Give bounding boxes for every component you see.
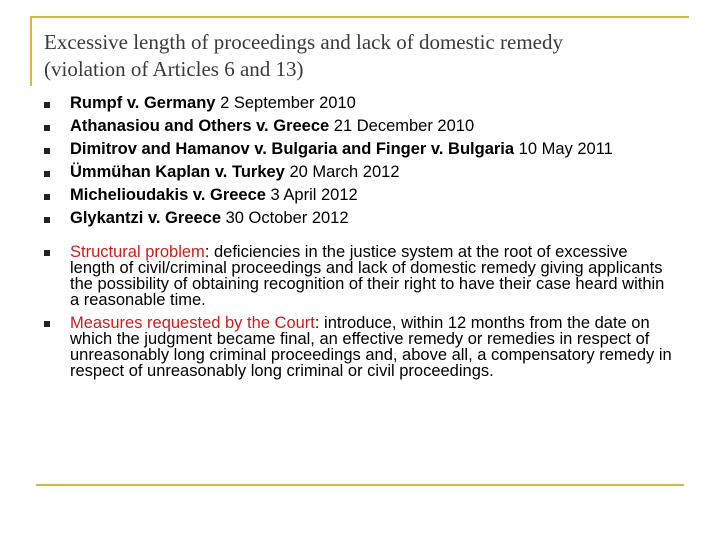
- case-name: Athanasiou and Others v. Greece: [70, 117, 330, 135]
- case-date: 30 October 2012: [221, 209, 349, 227]
- bullet-square-icon: [44, 125, 50, 131]
- note-item-measures-requested: [44, 315, 676, 379]
- title-line-1: Excessive length of proceedings and lack of domestic remedy: [44, 30, 563, 54]
- case-item: [44, 96, 676, 111]
- case-item: [44, 188, 676, 203]
- case-date: 2 September 2010: [215, 94, 356, 112]
- case-name: Rumpf v. Germany: [70, 94, 216, 112]
- case-item: [44, 142, 676, 157]
- case-name: Michelioudakis v. Greece: [70, 186, 266, 204]
- slide-title: [44, 29, 684, 83]
- bullet-square-icon: [44, 102, 50, 108]
- case-date: 21 December 2010: [329, 117, 475, 135]
- note-text: : introduce, within 12 months from the date on which the judgment became final, an effective remedy or remedies in respect of unreasonably long criminal proceedings and, above all, a compensatory remedy in respect of unreasonably long criminal or civil proceedings.: [70, 314, 672, 380]
- bullet-square-icon: [44, 217, 50, 223]
- case-name: Glykantzi v. Greece: [70, 209, 222, 227]
- note-text: : deficiencies in the justice system at the root of excessive length of civil/criminal proceedings and lack of domestic remedy giving applicants the possibility of obtaining recognition of their right to have their case heard within a reasonable time.: [70, 243, 665, 309]
- bullet-list: [44, 96, 676, 386]
- bullet-square-icon: [44, 250, 50, 256]
- bullet-square-icon: [44, 321, 50, 327]
- left-rule: [30, 16, 32, 86]
- note-item-structural-problem: [44, 244, 676, 308]
- case-item: [44, 211, 676, 226]
- top-rule: [30, 16, 689, 18]
- bullet-square-icon: [44, 148, 50, 154]
- bottom-rule: [36, 484, 684, 486]
- note-lead: Structural problem: [70, 243, 205, 261]
- case-date: 10 May 2011: [514, 140, 613, 158]
- case-item: [44, 165, 676, 180]
- case-name: Dimitrov and Hamanov v. Bulgaria and Finger v. Bulgaria: [70, 140, 515, 158]
- title-line-2: (violation of Articles 6 and 13): [44, 57, 304, 81]
- case-name: Ümmühan Kaplan v. Turkey: [70, 163, 285, 181]
- bullet-square-icon: [44, 194, 50, 200]
- case-item: [44, 119, 676, 134]
- note-lead: Measures requested by the Court: [70, 314, 315, 332]
- bullet-square-icon: [44, 171, 50, 177]
- case-date: 3 April 2012: [265, 186, 358, 204]
- case-date: 20 March 2012: [284, 163, 400, 181]
